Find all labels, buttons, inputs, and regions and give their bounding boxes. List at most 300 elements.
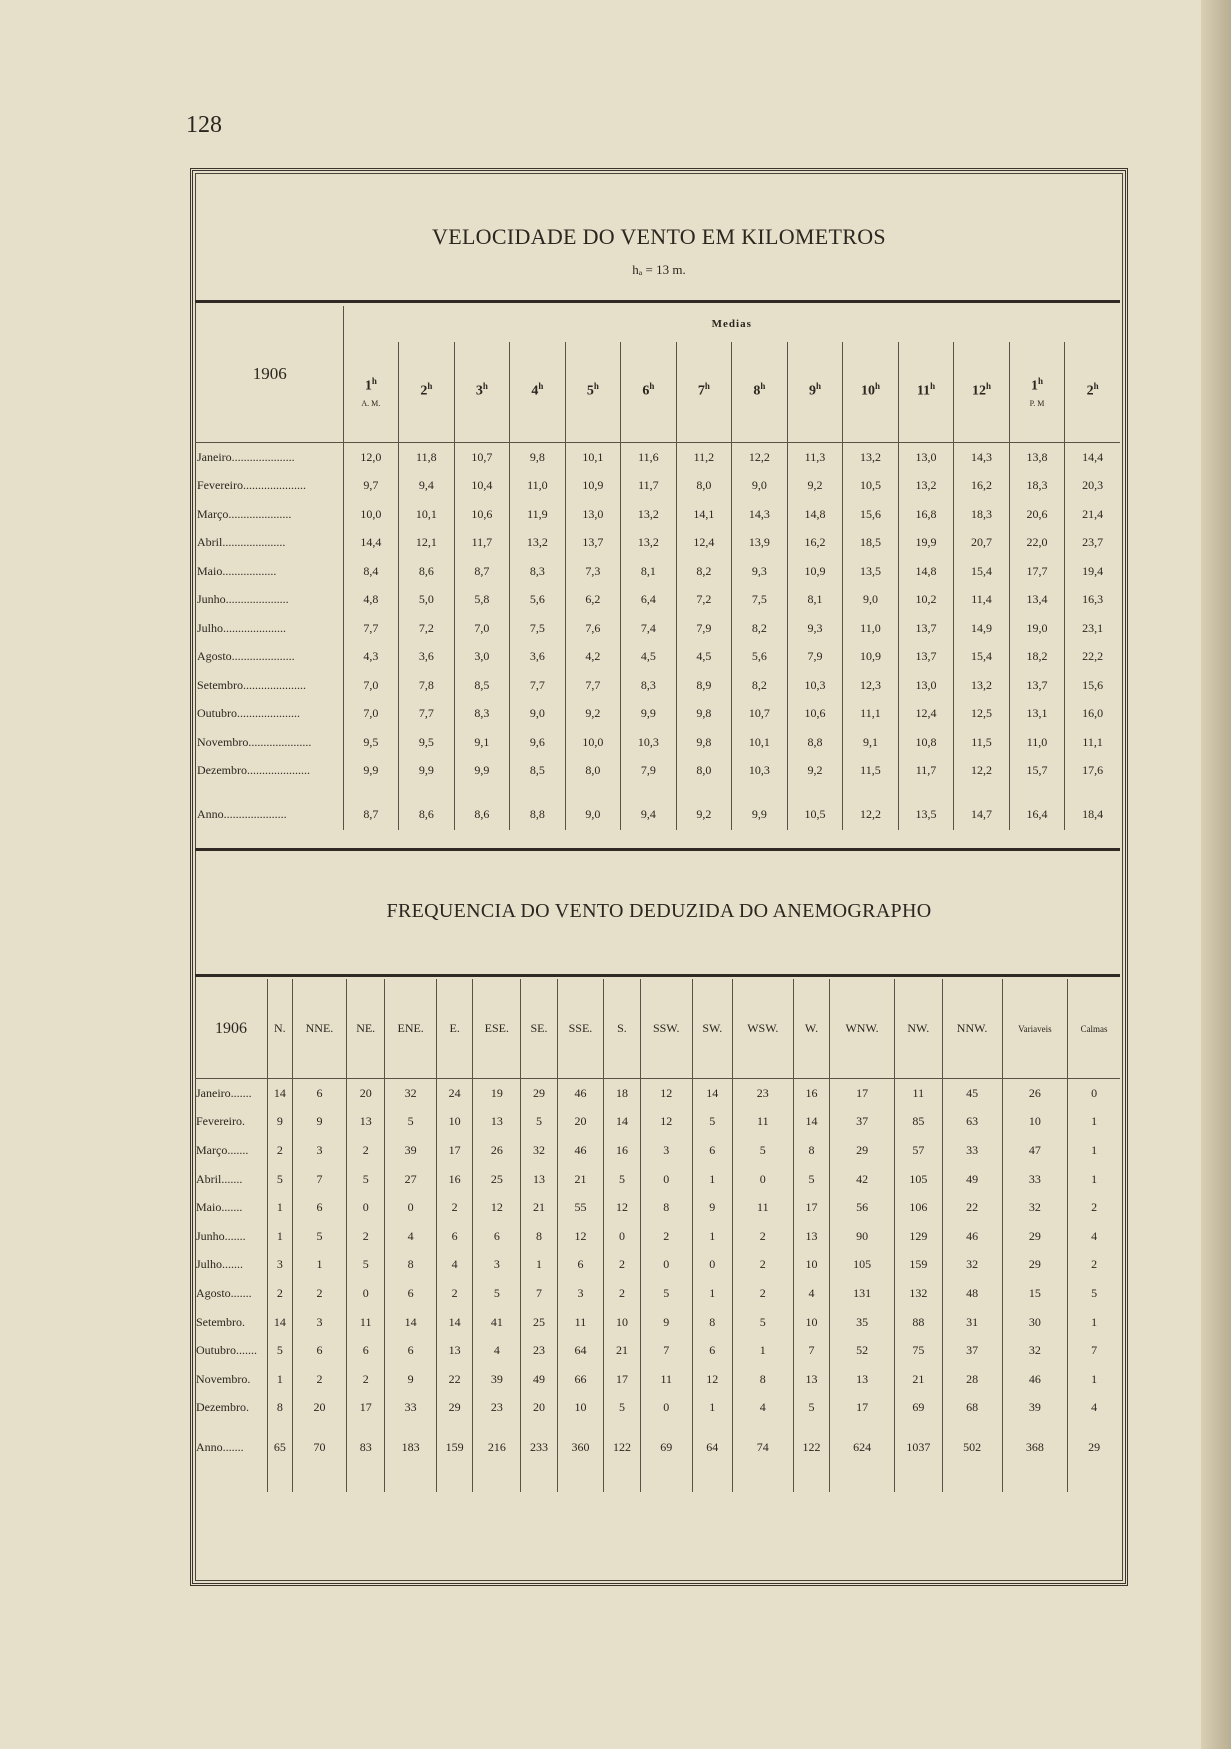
table-cell: 19	[473, 1079, 521, 1108]
hour-header	[787, 342, 843, 443]
hour-label: 6	[642, 383, 650, 399]
frequency-title: FREQUENCIA DO VENTO DEDUZIDA DO ANEMOGRAPHO	[386, 900, 932, 922]
hour-note: A. M.	[361, 398, 381, 408]
table-cell: 29	[1002, 1222, 1068, 1251]
hour-unit: h	[815, 380, 821, 391]
month-label: Maio.......	[196, 1200, 243, 1215]
table-cell: 2	[604, 1251, 640, 1280]
table-cell: 7,5	[732, 586, 788, 615]
table-cell: 23	[732, 1079, 793, 1108]
table-cell: 14,8	[898, 557, 954, 586]
hour-label: 2	[1086, 383, 1094, 399]
table-cell: 10,5	[843, 472, 899, 501]
table-cell: 8,6	[399, 798, 455, 830]
table-cell: 131	[830, 1279, 895, 1308]
table-cell: 63	[942, 1108, 1002, 1137]
table-row	[195, 529, 1120, 558]
table-cell: 20,3	[1065, 472, 1120, 501]
table-cell: 10,9	[843, 643, 899, 672]
table-cell: 9,5	[343, 728, 399, 757]
spacer-cell	[692, 1422, 732, 1432]
hour-label: 8	[753, 383, 761, 399]
table-cell: 13,5	[843, 557, 899, 586]
table-cell: 4	[1068, 1394, 1120, 1423]
table-cell: 10,2	[898, 586, 954, 615]
page-number: 128	[186, 112, 222, 138]
table-cell: 18,5	[843, 529, 899, 558]
table-cell: 42	[830, 1165, 895, 1194]
table-cell: 8,7	[454, 557, 510, 586]
table-cell: 11	[732, 1108, 793, 1137]
table-cell: 11,1	[1065, 728, 1120, 757]
table-cell: 13,8	[1009, 443, 1065, 472]
month-label: Junho.....................	[197, 592, 289, 607]
table-cell: 10	[437, 1108, 473, 1137]
table-cell: 2	[268, 1136, 293, 1165]
table-row	[195, 1251, 1120, 1280]
table-cell: 12	[557, 1222, 604, 1251]
table-cell: 5	[268, 1165, 293, 1194]
table-cell: 11,7	[621, 472, 677, 501]
table-cell: 14,1	[676, 500, 732, 529]
table-cell: 2	[1068, 1193, 1120, 1222]
spacer-cell	[640, 1422, 692, 1432]
table-row	[195, 1222, 1120, 1251]
table-row	[195, 1165, 1120, 1194]
table-cell: 1	[692, 1394, 732, 1423]
table-cell: 10,9	[787, 557, 843, 586]
table-cell: 5	[604, 1394, 640, 1423]
table-cell: 13,0	[565, 500, 621, 529]
table-cell: 10,4	[454, 472, 510, 501]
hour-header	[732, 342, 788, 443]
hour-header	[1009, 342, 1065, 443]
table-cell: 5	[640, 1279, 692, 1308]
table-cell: 33	[942, 1136, 1002, 1165]
table-cell: 9,9	[343, 757, 399, 786]
table-cell: 9,9	[399, 757, 455, 786]
table-cell: 10	[793, 1251, 829, 1280]
annual-row	[195, 1432, 1120, 1462]
table-cell: 7,6	[565, 614, 621, 643]
spacer-cell	[195, 785, 343, 798]
table-cell: 6	[292, 1193, 346, 1222]
table-cell: 45	[942, 1079, 1002, 1108]
table-cell: 7,7	[343, 614, 399, 643]
table-cell: 6	[292, 1079, 346, 1108]
table-cell: 13,2	[621, 500, 677, 529]
table-cell: 17	[347, 1394, 385, 1423]
spacer-cell	[942, 1422, 1002, 1432]
direction-header: Variaveis	[1002, 979, 1068, 1079]
table-cell: 12	[473, 1193, 521, 1222]
table-cell: 8,1	[787, 586, 843, 615]
table-cell: 26	[473, 1136, 521, 1165]
table-cell: 122	[604, 1432, 640, 1462]
table-cell: 46	[942, 1222, 1002, 1251]
table-cell: 7,0	[343, 671, 399, 700]
table-cell: 12,2	[954, 757, 1010, 786]
table-cell: 502	[942, 1432, 1002, 1462]
table-cell: 10	[1002, 1108, 1068, 1137]
table-cell: 368	[1002, 1432, 1068, 1462]
table-cell: 8,0	[565, 757, 621, 786]
table-cell: 10,1	[732, 728, 788, 757]
table-cell: 0	[347, 1193, 385, 1222]
month-label: Março.......	[196, 1142, 249, 1157]
table-cell: 85	[895, 1108, 943, 1137]
table-cell: 16,2	[954, 472, 1010, 501]
month-label: Fevereiro.....................	[197, 478, 306, 493]
table-cell: 10,0	[343, 500, 399, 529]
table-cell: 8,0	[676, 472, 732, 501]
table-cell: 11,7	[898, 757, 954, 786]
table-cell: 22	[942, 1193, 1002, 1222]
table-cell: 88	[895, 1308, 943, 1337]
table-cell: 3,6	[399, 643, 455, 672]
table-cell: 9,2	[565, 700, 621, 729]
table-cell: 10,0	[565, 728, 621, 757]
table-cell: 13	[521, 1165, 557, 1194]
table-cell: 8,6	[454, 798, 510, 830]
table-cell: 3	[268, 1251, 293, 1280]
table-cell: 25	[521, 1308, 557, 1337]
table-row	[195, 472, 1120, 501]
table-cell: 4,5	[621, 643, 677, 672]
table-cell: 9	[268, 1108, 293, 1137]
direction-header: W.	[793, 979, 829, 1079]
table-cell: 6	[437, 1222, 473, 1251]
table-cell: 2	[640, 1222, 692, 1251]
spacer-cell	[1009, 785, 1065, 798]
table-cell: 15,7	[1009, 757, 1065, 786]
table-cell: 8	[268, 1394, 293, 1423]
table-cell: 122	[793, 1432, 829, 1462]
spacer-cell	[640, 1462, 692, 1492]
table-cell: 5	[604, 1165, 640, 1194]
table-cell: 32	[1002, 1336, 1068, 1365]
table-cell: 12,4	[676, 529, 732, 558]
spacer-cell	[1002, 1462, 1068, 1492]
table-cell: 16,2	[787, 529, 843, 558]
table-cell: 9,2	[787, 472, 843, 501]
table-cell: 2	[437, 1279, 473, 1308]
hour-unit: h	[985, 380, 991, 391]
table-cell: 15,6	[1065, 671, 1120, 700]
spacer-cell	[621, 785, 677, 798]
table-cell: 5,0	[399, 586, 455, 615]
table-cell: 27	[385, 1165, 437, 1194]
direction-header: NNE.	[292, 979, 346, 1079]
table-cell: 57	[895, 1136, 943, 1165]
table-cell: 11,0	[510, 472, 566, 501]
table-cell: 1	[268, 1222, 293, 1251]
table-cell: 9	[692, 1193, 732, 1222]
table-cell: 7,0	[343, 700, 399, 729]
medias-label: Medias	[343, 306, 1120, 342]
direction-header: Calmas	[1068, 979, 1120, 1079]
table-cell: 1	[268, 1365, 293, 1394]
table-cell: 5	[793, 1165, 829, 1194]
hour-note: P. M	[1029, 398, 1045, 408]
table-cell: 4,3	[343, 643, 399, 672]
velocity-table	[195, 306, 1120, 830]
month-label: Outubro.....................	[197, 706, 300, 721]
table-cell: 7,9	[676, 614, 732, 643]
table-cell: 7	[793, 1336, 829, 1365]
table-cell: 37	[830, 1108, 895, 1137]
table-cell: 37	[942, 1336, 1002, 1365]
table-cell: 2	[347, 1222, 385, 1251]
table-row	[195, 643, 1120, 672]
table-cell: 10,3	[621, 728, 677, 757]
table-cell: 25	[473, 1165, 521, 1194]
table-cell: 10,7	[454, 443, 510, 472]
table-cell: 8,8	[787, 728, 843, 757]
table-cell: 2	[292, 1279, 346, 1308]
spacer-cell	[793, 1462, 829, 1492]
spacer-cell	[399, 785, 455, 798]
table-cell: 35	[830, 1308, 895, 1337]
table-cell: 12,1	[399, 529, 455, 558]
table-row	[195, 1336, 1120, 1365]
table-cell: 1	[1068, 1308, 1120, 1337]
spacer-row	[195, 1462, 1120, 1492]
month-label: Anno.......	[196, 1439, 244, 1454]
table-cell: 39	[385, 1136, 437, 1165]
hour-header	[1065, 342, 1120, 443]
table-cell: 360	[557, 1432, 604, 1462]
table-cell: 4	[437, 1251, 473, 1280]
table-cell: 17	[830, 1394, 895, 1423]
table-cell: 13,0	[898, 671, 954, 700]
table-cell: 3	[557, 1279, 604, 1308]
hour-label: 3	[475, 383, 483, 399]
table-cell: 11	[347, 1308, 385, 1337]
table-cell: 90	[830, 1222, 895, 1251]
table-cell: 75	[895, 1336, 943, 1365]
spacer-cell	[437, 1462, 473, 1492]
spacer-cell	[898, 785, 954, 798]
hour-header	[676, 342, 732, 443]
frequency-year: 1906	[195, 979, 268, 1079]
table-cell: 46	[557, 1079, 604, 1108]
table-row	[195, 1136, 1120, 1165]
spacer-cell	[895, 1422, 943, 1432]
table-cell: 5	[473, 1279, 521, 1308]
table-cell: 6,2	[565, 586, 621, 615]
table-cell: 29	[830, 1136, 895, 1165]
month-label: Abril.......	[196, 1171, 243, 1186]
table-cell: 2	[437, 1193, 473, 1222]
table-row	[195, 557, 1120, 586]
hour-header	[399, 342, 455, 443]
table-cell: 64	[692, 1432, 732, 1462]
table-cell: 0	[640, 1251, 692, 1280]
table-cell: 32	[942, 1251, 1002, 1280]
spacer-cell	[942, 1462, 1002, 1492]
table-cell: 8,1	[621, 557, 677, 586]
hour-unit: h	[593, 380, 599, 391]
table-cell: 6	[692, 1336, 732, 1365]
hour-unit: h	[874, 380, 880, 391]
hour-unit: h	[760, 380, 766, 391]
table-cell: 11	[895, 1079, 943, 1108]
table-cell: 216	[473, 1432, 521, 1462]
table-cell: 233	[521, 1432, 557, 1462]
table-cell: 46	[557, 1136, 604, 1165]
spacer-cell	[473, 1462, 521, 1492]
table-cell: 13,1	[1009, 700, 1065, 729]
table-cell: 21	[521, 1193, 557, 1222]
table-cell: 6,4	[621, 586, 677, 615]
table-cell: 14,3	[732, 500, 788, 529]
table-cell: 13,9	[732, 529, 788, 558]
spacer-cell	[1065, 785, 1120, 798]
table-cell: 7,7	[565, 671, 621, 700]
table-cell: 13	[793, 1365, 829, 1394]
table-cell: 8,9	[676, 671, 732, 700]
table-cell: 159	[895, 1251, 943, 1280]
table-cell: 9,0	[843, 586, 899, 615]
table-cell: 12,2	[843, 798, 899, 830]
hour-header	[621, 342, 677, 443]
hour-label: 4	[531, 383, 539, 399]
table-cell: 9,2	[787, 757, 843, 786]
table-cell: 16,4	[1009, 798, 1065, 830]
table-cell: 39	[473, 1365, 521, 1394]
table-cell: 5	[793, 1394, 829, 1423]
direction-header: SW.	[692, 979, 732, 1079]
table-cell: 0	[347, 1279, 385, 1308]
table-cell: 5	[1068, 1279, 1120, 1308]
table-cell: 11,7	[454, 529, 510, 558]
table-cell: 14,8	[787, 500, 843, 529]
table-cell: 7,9	[787, 643, 843, 672]
table-cell: 7,5	[510, 614, 566, 643]
table-cell: 8,7	[343, 798, 399, 830]
table-cell: 17	[793, 1193, 829, 1222]
table-cell: 21	[604, 1336, 640, 1365]
table-cell: 17,6	[1065, 757, 1120, 786]
table-cell: 19,0	[1009, 614, 1065, 643]
frequency-table	[195, 979, 1120, 1492]
table-cell: 8	[692, 1308, 732, 1337]
table-cell: 8,2	[732, 671, 788, 700]
table-cell: 0	[604, 1222, 640, 1251]
table-row	[195, 1193, 1120, 1222]
table-cell: 46	[1002, 1365, 1068, 1394]
table-cell: 7,8	[399, 671, 455, 700]
table-cell: 9,1	[454, 728, 510, 757]
table-cell: 4,2	[565, 643, 621, 672]
table-cell: 31	[942, 1308, 1002, 1337]
table-cell: 624	[830, 1432, 895, 1462]
table-cell: 1	[692, 1165, 732, 1194]
table-cell: 9,9	[732, 798, 788, 830]
frequency-header-row	[195, 979, 1120, 1079]
table-cell: 5	[347, 1165, 385, 1194]
table-cell: 4	[385, 1222, 437, 1251]
direction-header: SSE.	[557, 979, 604, 1079]
table-cell: 7,4	[621, 614, 677, 643]
table-cell: 13,2	[621, 529, 677, 558]
table-row	[195, 1308, 1120, 1337]
table-cell: 32	[385, 1079, 437, 1108]
table-cell: 8,2	[732, 614, 788, 643]
table-cell: 12	[692, 1365, 732, 1394]
hour-label: 11	[916, 383, 931, 399]
hour-label: 12	[971, 383, 986, 399]
table-cell: 13,7	[1009, 671, 1065, 700]
table-row	[195, 1394, 1120, 1423]
direction-header: SE.	[521, 979, 557, 1079]
table-cell: 10,7	[732, 700, 788, 729]
table-cell: 21	[895, 1365, 943, 1394]
table-cell: 7	[1068, 1336, 1120, 1365]
table-cell: 5	[692, 1108, 732, 1137]
table-cell: 49	[942, 1165, 1002, 1194]
table-cell: 68	[942, 1394, 1002, 1423]
table-cell: 10,1	[399, 500, 455, 529]
month-label: Agosto.......	[196, 1285, 252, 1300]
table-cell: 20	[557, 1108, 604, 1137]
spacer-cell	[793, 1422, 829, 1432]
table-cell: 7	[521, 1279, 557, 1308]
table-cell: 13	[437, 1336, 473, 1365]
table-row	[195, 728, 1120, 757]
table-cell: 11,1	[843, 700, 899, 729]
hour-header	[898, 342, 954, 443]
annual-row	[195, 798, 1120, 830]
table-cell: 12,2	[732, 443, 788, 472]
table-cell: 105	[895, 1165, 943, 1194]
table-cell: 3	[292, 1308, 346, 1337]
direction-header: ESE.	[473, 979, 521, 1079]
table-cell: 14	[437, 1308, 473, 1337]
table-cell: 14	[793, 1108, 829, 1137]
table-cell: 8,2	[676, 557, 732, 586]
table-cell: 12,5	[954, 700, 1010, 729]
hour-header	[343, 342, 399, 443]
table-cell: 11,0	[843, 614, 899, 643]
table-cell: 1	[732, 1336, 793, 1365]
table-cell: 8,3	[621, 671, 677, 700]
spacer-cell	[732, 1462, 793, 1492]
table-cell: 12	[640, 1108, 692, 1137]
table-cell: 29	[1002, 1251, 1068, 1280]
table-row	[195, 500, 1120, 529]
table-cell: 20	[521, 1394, 557, 1423]
table-cell: 1	[692, 1279, 732, 1308]
table-cell: 14,4	[343, 529, 399, 558]
spacer-cell	[292, 1462, 346, 1492]
table-cell: 13	[793, 1222, 829, 1251]
table-cell: 6	[692, 1136, 732, 1165]
table-cell: 14	[692, 1079, 732, 1108]
table-cell: 26	[1002, 1079, 1068, 1108]
table-cell: 4	[473, 1336, 521, 1365]
table-cell: 4,5	[676, 643, 732, 672]
table-cell: 13	[830, 1365, 895, 1394]
table-cell: 65	[268, 1432, 293, 1462]
spacer-row	[195, 785, 1120, 798]
table-cell: 4	[793, 1279, 829, 1308]
table-cell: 0	[640, 1165, 692, 1194]
month-label: Junho.......	[196, 1228, 246, 1243]
table-cell: 10,9	[565, 472, 621, 501]
month-label: Anno.....................	[197, 806, 287, 821]
